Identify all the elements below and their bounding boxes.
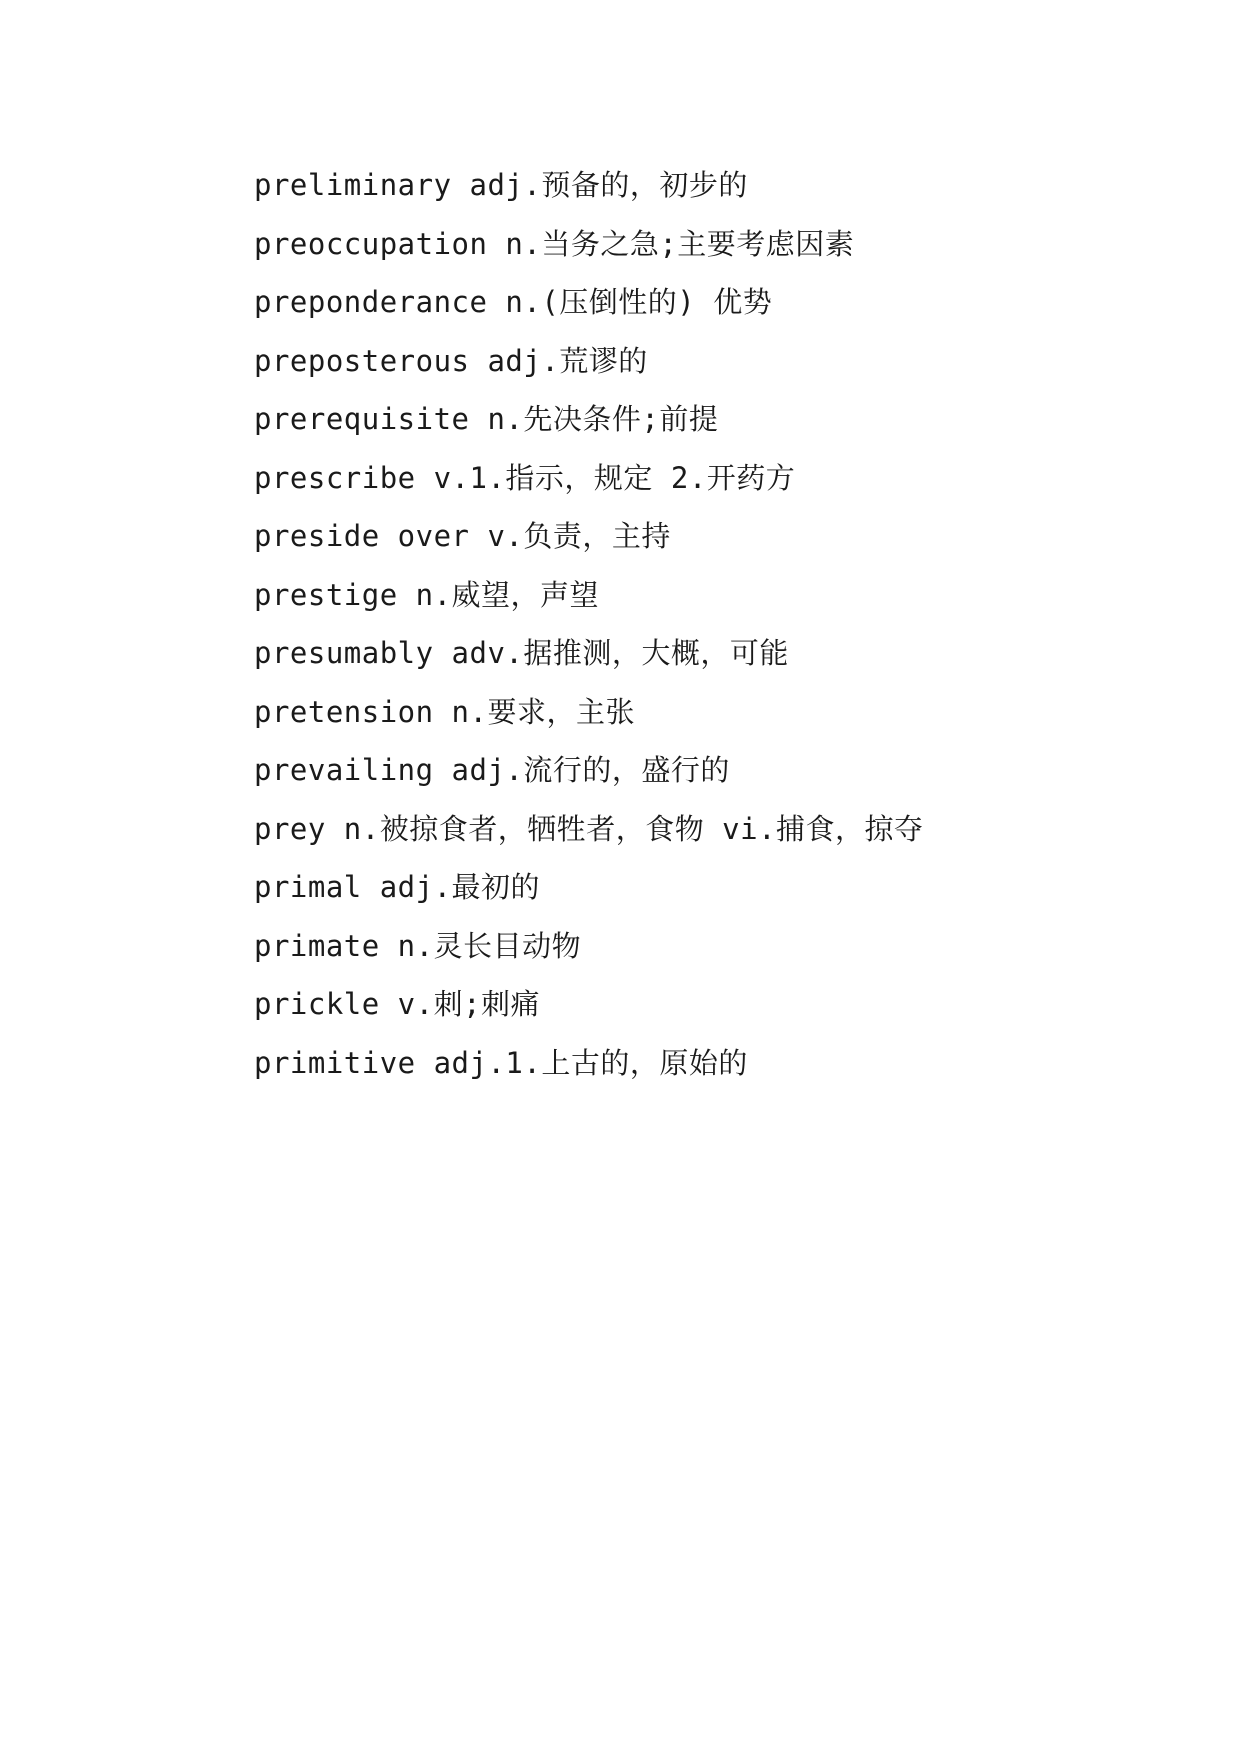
vocabulary-entry: pretension n.要求，主张 — [254, 694, 635, 729]
vocabulary-entry: prey n.被掠食者，牺牲者，食物 vi.捕食，掠夺 — [254, 811, 924, 846]
vocabulary-entry: preoccupation n.当务之急;主要考虑因素 — [254, 226, 855, 261]
vocabulary-entry: prescribe v.1.指示，规定 2.开药方 — [254, 460, 796, 495]
vocabulary-entry: prestige n.威望，声望 — [254, 577, 600, 612]
vocabulary-entry: prickle v.刺;刺痛 — [254, 987, 541, 1021]
vocabulary-entry: preponderance n.(压倒性的) 优势 — [254, 285, 773, 319]
vocabulary-entry: prerequisite n.先决条件;前提 — [254, 402, 719, 436]
vocabulary-entry: primal adj.最初的 — [254, 870, 541, 904]
vocabulary-entry: preposterous adj.荒谬的 — [254, 343, 648, 378]
vocabulary-list — [254, 156, 924, 1092]
vocabulary-entry: primate n.灵长目动物 — [254, 928, 582, 963]
vocabulary-entry: primitive adj.1.上古的，原始的 — [254, 1045, 748, 1080]
vocabulary-entry: preliminary adj.预备的，初步的 — [254, 168, 748, 202]
vocabulary-entry: prevailing adj.流行的，盛行的 — [254, 753, 730, 787]
vocabulary-entry: preside over v.负责，主持 — [254, 519, 671, 553]
vocabulary-entry: presumably adv.据推测，大概，可能 — [254, 636, 789, 670]
